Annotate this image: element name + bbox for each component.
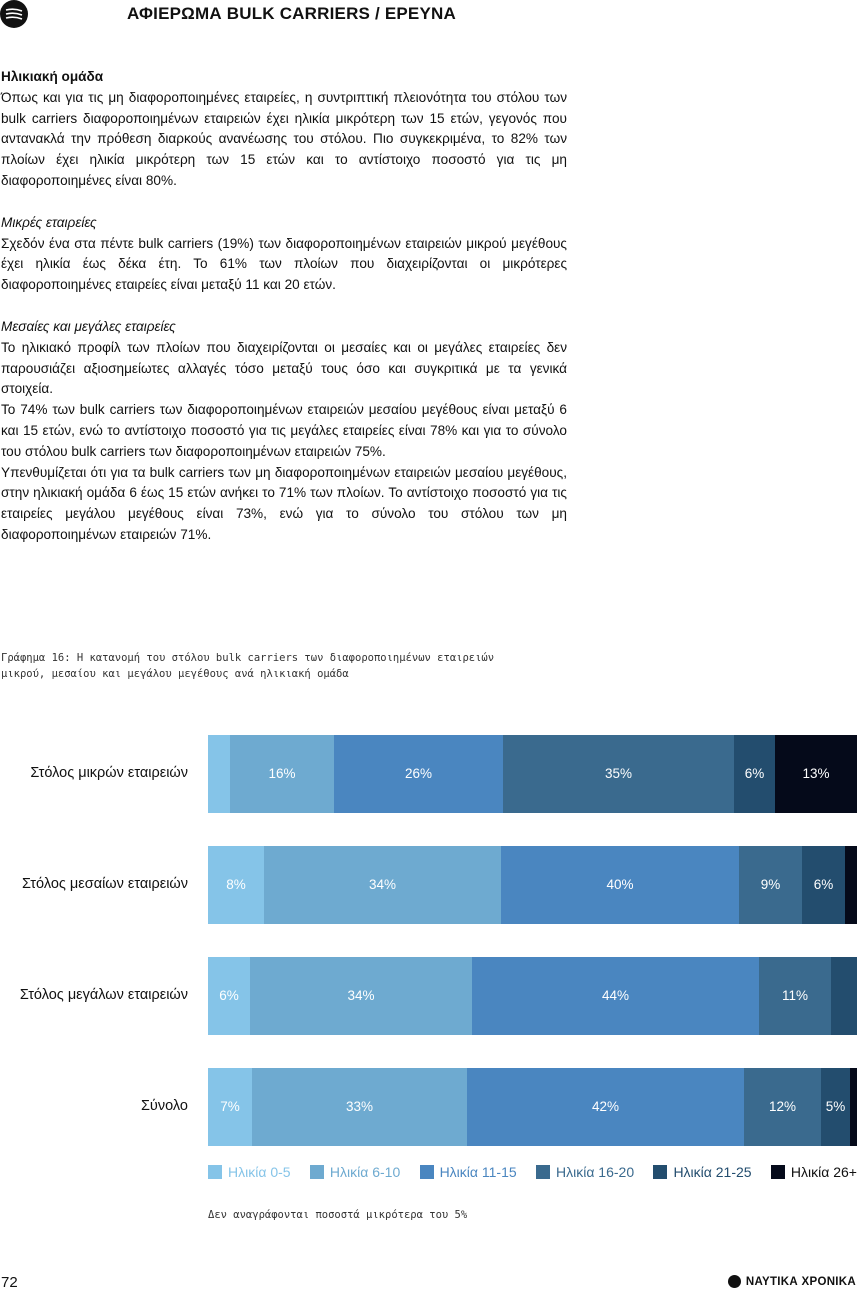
bar-segment (744, 1068, 821, 1146)
bar-segment (775, 735, 857, 813)
data-label: 6% (219, 988, 239, 1003)
data-label: 8% (226, 877, 246, 892)
chart-footnote: Δεν αναγράφονται ποσοστά μικρότερα του 5% (208, 1209, 468, 1221)
data-label: 33% (345, 1099, 374, 1114)
medium-large-paragraph-1: Το ηλικιακό προφίλ των πλοίων που διαχειρίζονται οι μεσαίες και οι μεγάλες εταιρείες δεν παρουσιάζει αξιοσημείωτες αλλαγές τόσο μεταξύ τους όσο και συγκριτικά με τα γενικά στοιχεία. (1, 339, 567, 397)
bar-segment (264, 846, 501, 924)
legend-item (310, 1164, 400, 1180)
bar-category-label: Σύνολο (140, 1098, 188, 1114)
bar-segment (208, 846, 264, 924)
bar-segment (739, 846, 802, 924)
bar-segment (334, 735, 503, 813)
data-label: 6% (744, 766, 765, 781)
data-label: 44% (601, 988, 630, 1003)
legend-swatch (653, 1165, 667, 1179)
legend-label: Ηλικία 0-5 (228, 1164, 291, 1180)
data-label: 42% (591, 1099, 620, 1114)
stacked-bar (208, 1068, 857, 1146)
footer-brand (728, 1275, 856, 1288)
bar-segment (850, 1068, 857, 1146)
bar-segment (252, 1068, 467, 1146)
bar-segment (734, 735, 775, 813)
bar-category-label: Στόλος μικρών εταιρειών (30, 765, 188, 781)
stacked-bar (208, 957, 857, 1035)
data-label: 16% (268, 766, 296, 781)
data-label: 34% (368, 877, 397, 892)
data-label: 12% (768, 1099, 797, 1114)
bar-segment (208, 957, 250, 1035)
stacked-bar (208, 735, 857, 813)
section-heading: Ηλικιακή ομάδα (1, 69, 104, 84)
bar-segment (250, 957, 472, 1035)
bar-segment (759, 957, 831, 1035)
bar-segment (802, 846, 845, 924)
bar-segment (467, 1068, 744, 1146)
legend-swatch (536, 1165, 550, 1179)
footer-brand-name: ΝΑΥΤΙΚΑ ΧΡΟΝΙΚΑ (745, 1275, 856, 1288)
legend-item (208, 1164, 291, 1180)
page-header-title: ΑΦΙΕΡΩΜΑ BULK CARRIERS / ΕΡΕΥΝΑ (127, 4, 456, 23)
data-label: 7% (220, 1099, 240, 1114)
small-companies-paragraph: Σχεδόν ένα στα πέντε bulk carriers (19%) των διαφοροποιημένων εταιρειών μικρού μεγέθους έχει ηλικία έως δέκα έτη. Το 61% των πλοίων που διαχειρίζονται οι μικρότερες διαφοροποιημένες εταιρείες είναι μεταξύ 11 και 20 ετών. (1, 235, 567, 293)
page-number: 72 (1, 1274, 18, 1291)
bar-segment (503, 735, 734, 813)
bar-segment (208, 735, 230, 813)
legend-swatch (208, 1165, 222, 1179)
data-label: 34% (347, 988, 375, 1003)
legend-item (420, 1164, 517, 1180)
data-label: 35% (604, 766, 633, 781)
legend-label: Ηλικία 21-25 (673, 1164, 752, 1180)
legend-label: Ηλικία 11-15 (439, 1164, 517, 1180)
chart-caption: Γράφημα 16: Η κατανομή του στόλου bulk carriers των διαφοροποιημένων εταιρειών μικρού, μεσαίου και μεγάλου μεγέθους ανά ηλικιακή ομάδα (1, 652, 495, 680)
legend-swatch (771, 1165, 785, 1179)
bar-segment (831, 957, 857, 1035)
medium-large-paragraph-2: Το 74% των bulk carriers των διαφοροποιημένων εταιρειών μεσαίου μεγέθους είναι μεταξύ 6 και 15 ετών, ενώ το αντίστοιχο ποσοστό για τις μεγάλες εταιρείες είναι 78% και για το σύνολο του στόλου bulk carriers των διαφοροποιημένων εταιρειών 75%. (1, 402, 567, 459)
data-label: 40% (606, 877, 634, 892)
article-body (1, 67, 567, 546)
data-label: 13% (802, 766, 830, 781)
legend-item (771, 1164, 857, 1180)
bar-segment (845, 846, 857, 924)
small-companies-heading: Μικρές εταιρείες (1, 214, 97, 230)
brand-mark-icon (728, 1275, 741, 1288)
data-label: 11% (781, 988, 809, 1003)
waves-logo-icon (0, 0, 28, 28)
legend-item (536, 1164, 634, 1180)
data-label: 6% (813, 877, 834, 892)
bar-segment (501, 846, 739, 924)
legend-item (653, 1164, 751, 1180)
stacked-bar (208, 846, 857, 924)
intro-paragraph: Όπως και για τις μη διαφοροποιημένες εταιρείες, η συντριπτική πλειονότητα του στόλου των bulk carriers διαφοροποιημένων εταιρειών έχει ηλικία μικρότερη των 15 ετών, γεγονός που αντανακλά την πρόθεση διαρκούς ανανέωσης του στόλου. Πιο συγκεκριμένα, το 82% των πλοίων έχει ηλικία μικρότερη των 15 ετών και το αντίστοιχο ποσοστό για τις μη διαφοροποιημένες είναι 80%. (1, 89, 567, 188)
legend-label: Ηλικία 16-20 (555, 1164, 635, 1180)
bar-category-label: Στόλος μεσαίων εταιρειών (22, 876, 188, 892)
data-label: 26% (404, 766, 433, 781)
bar-segment (472, 957, 759, 1035)
chart-legend (208, 1164, 857, 1180)
legend-swatch (310, 1165, 324, 1179)
legend-swatch (420, 1165, 434, 1179)
bar-category-label: Στόλος μεγάλων εταιρειών (19, 987, 188, 1003)
bar-segment (230, 735, 334, 813)
bar-segment (208, 1068, 252, 1146)
data-label: 9% (760, 877, 781, 892)
medium-large-heading: Μεσαίες και μεγάλες εταιρείες (1, 318, 176, 334)
medium-large-paragraph-3: Υπενθυμίζεται ότι για τα bulk carriers των μη διαφοροποιημένων εταιρειών μεσαίου μεγέθους, στην ηλικιακή ομάδα 6 έως 15 ετών ανήκει το 71% των πλοίων. Το αντίστοιχο ποσοστό για τις εταιρείες μεγάλου μεγέθους είναι 73%, ενώ για το σύνολο του στόλου των μη διαφοροποιημένων εταιρειών 71%. (1, 464, 567, 542)
bar-segment (821, 1068, 850, 1146)
data-label: 5% (825, 1099, 846, 1114)
legend-label: Ηλικία 6-10 (329, 1164, 401, 1180)
legend-label: Ηλικία 26+ (790, 1164, 857, 1180)
